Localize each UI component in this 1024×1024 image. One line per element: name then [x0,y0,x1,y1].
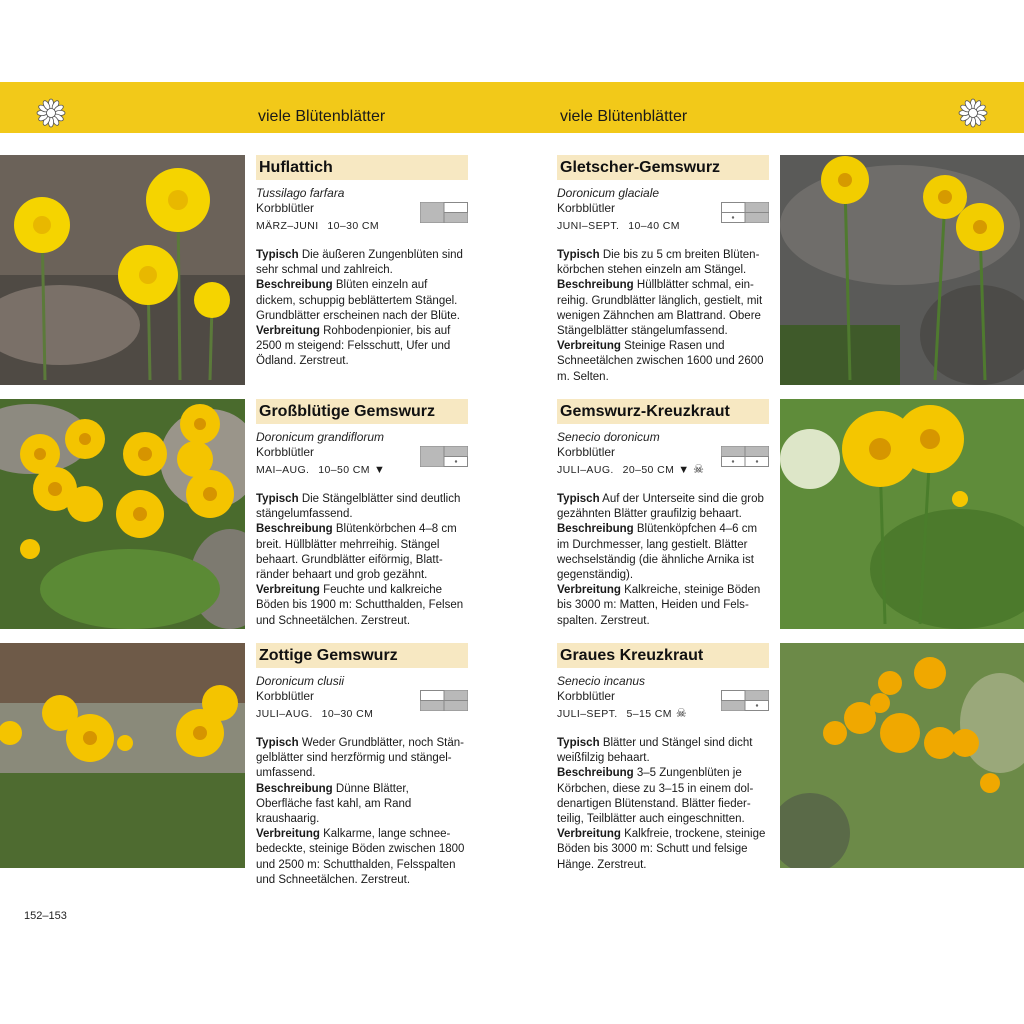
description [256,248,468,370]
altitude-badge-icon [420,690,468,711]
species-name: Großblütige Gemswurz [256,399,468,424]
text-typisch: Blätter und Stängel sind dicht weißfilzig behaart. [557,737,753,765]
label-typisch: Typisch [557,737,600,749]
plant-height: 10–40 CM [628,220,680,232]
species-name: Zottige Gemswurz [256,643,468,668]
photo-gletscher-gemswurz [780,155,1024,385]
text-typisch: Die äußeren Zungenblüten sind sehr schmal und zahlreich. [256,249,463,277]
label-beschreibung: Beschreibung [557,767,634,780]
latin-name: Senecio incanus [557,674,646,688]
entry-gletscher-gemswurz [557,155,769,385]
altitude-badge-icon [420,446,468,467]
description [256,736,468,888]
plant-family: Korbblütler [256,201,315,215]
label-typisch: Typisch [557,249,600,261]
label-typisch: Typisch [256,737,299,749]
label-verbreitung: Verbreitung [256,584,320,597]
daisy-icon [958,98,988,128]
label-beschreibung: Beschreibung [256,279,333,292]
label-typisch: Typisch [256,493,299,505]
skull-icon: ☠ [675,706,687,720]
entry-zottige-gemswurz [256,643,468,888]
text-beschreibung: 3–5 Zungenblüten je Körbchen, diese zu 3–15 in einem doldenartigen Blütenstand. Blätter fiederteilig, Teilblätter auch eingeschnitten. [557,767,754,826]
label-verbreitung: Verbreitung [557,828,621,841]
plant-family: Korbblütler [557,445,616,459]
text-beschreibung: Blüten einzeln auf dickem, schuppig beblättertem Stängel. Grundblätter erscheinen nach der Blüte. [256,279,460,322]
text-verbreitung: Kalkarme, lange schneebedeckte, steinige Böden zwischen 1800 und 2500 m: Schutthalden, Felsspalten und Schneetälchen. Zerstreut. [256,828,465,886]
plant-family: Korbblütler [557,201,616,215]
plant-height: 10–30 CM [327,220,380,232]
text-verbreitung: Feuchte und kalkreiche Böden bis 1900 m: Schutthalden, Felsen und Schneetälchen. Zerstreut. [256,584,464,627]
plant-family: Korbblütler [256,689,315,703]
label-verbreitung: Verbreitung [557,584,621,597]
header-band [0,82,1024,133]
label-beschreibung: Beschreibung [557,523,634,536]
text-beschreibung: Blütenkörbchen 4–8 cm breit. Hüllblätter mehrreihig. Stängel behaart. Grundblätter eiförmig, Blattränder behaart und grob gezähnt. [256,523,457,582]
photo-huflattich [0,155,245,385]
altitude-badge-icon [420,202,468,223]
flowering-season: JULI–SEPT. [557,708,618,720]
text-verbreitung: Kalkreiche, steinige Böden bis 3000 m: Matten, Heiden und Felsspalten. Zerstreut. [557,584,761,627]
text-typisch: Weder Grundblätter, noch Stängelblätter sind herzförmig und stängelumfassend. [256,737,464,780]
text-beschreibung: Dünne Blätter, Oberfläche fast kahl, am Rand kraushaarig. [256,782,412,826]
description [557,492,769,629]
skull-icon: ☠ [693,462,704,476]
species-name: Huflattich [256,155,468,180]
triangle-down-icon: ▼ [373,464,385,476]
photo-gemswurz-kreuzkraut [780,399,1024,629]
photo-grossbluetige-gemswurz [0,399,245,629]
description [557,248,769,385]
label-beschreibung: Beschreibung [557,279,634,292]
flowering-season: MAI–AUG. [256,464,310,476]
daisy-icon [36,98,66,128]
description [557,736,769,873]
text-verbreitung: Kalkfreie, trockene, steinige Böden bis 3000 m: Schutt und felsige Hänge. Zerstreut. [557,828,766,871]
plant-height: 5–15 CM [626,708,672,720]
plant-height: 10–50 CM [318,464,370,476]
label-verbreitung: Verbreitung [557,340,621,353]
entry-graues-kreuzkraut [557,643,769,873]
plant-family: Korbblütler [256,445,315,459]
photo-graues-kreuzkraut [780,643,1024,873]
entry-grossbluetige-gemswurz [256,399,468,629]
plant-height: 20–50 CM [622,464,675,476]
altitude-badge-icon [721,446,769,467]
plant-family: Korbblütler [557,689,616,703]
flowering-season: JUNI–SEPT. [557,220,620,232]
entry-gemswurz-kreuzkraut [557,399,769,629]
label-beschreibung: Beschreibung [256,523,333,536]
label-verbreitung: Verbreitung [256,828,320,841]
description [256,492,468,629]
latin-name: Doronicum grandiflorum [256,430,385,444]
latin-name: Doronicum clusii [256,674,345,688]
text-verbreitung: Steinige Rasen und Schneetälchen zwischen 1600 und 2600 m. Selten. [557,340,764,383]
latin-name: Doronicum glaciale [557,186,660,200]
text-beschreibung: Blütenköpfchen 4–6 cm im Durchmesser, lang gestielt. Blätter wechselständig (die ähnliche Arnika ist gegenständig). [557,523,758,582]
latin-name: Senecio doronicum [557,430,660,444]
species-name: Gemswurz-Kreuzkraut [557,399,769,424]
page-numbers: 152–153 [24,910,67,922]
altitude-badge-icon [721,690,769,711]
triangle-down-icon: ▼ [678,464,690,476]
text-verbreitung: Rohbodenpionier, bis auf 2500 m steigend: Felsschutt, Ufer und Ödland. Zerstreut. [256,325,451,368]
right-section-title: viele Blütenblätter [560,108,688,125]
altitude-badge-icon [721,202,769,223]
text-beschreibung: Hüllblätter schmal, einreihig. Grundblätter länglich, gestielt, mit wenigen Zähnchen am Blattrand. Obere Stängelblätter stängelumfassend. [557,279,763,338]
photo-zottige-gemswurz [0,643,245,873]
label-typisch: Typisch [557,493,600,505]
flowering-season: JULI–AUG. [557,464,614,476]
label-beschreibung: Beschreibung [256,782,333,795]
label-typisch: Typisch [256,249,299,261]
species-name: Graues Kreuzkraut [557,643,769,668]
text-typisch: Die bis zu 5 cm breiten Blütenkörbchen stehen einzeln am Stängel. [557,249,760,277]
flowering-season: JULI–AUG. [256,708,313,720]
flowering-season: MÄRZ–JUNI [256,220,319,232]
species-name: Gletscher-Gemswurz [557,155,769,180]
label-verbreitung: Verbreitung [256,325,320,338]
left-section-title: viele Blütenblätter [258,108,386,125]
plant-height: 10–30 CM [321,708,374,720]
text-typisch: Die Stängelblätter sind deutlich stängelumfassend. [256,493,461,521]
entry-huflattich [256,155,468,370]
latin-name: Tussilago farfara [256,186,345,200]
text-typisch: Auf der Unterseite sind die grob gezähnten Blätter graufilzig behaart. [557,493,764,521]
